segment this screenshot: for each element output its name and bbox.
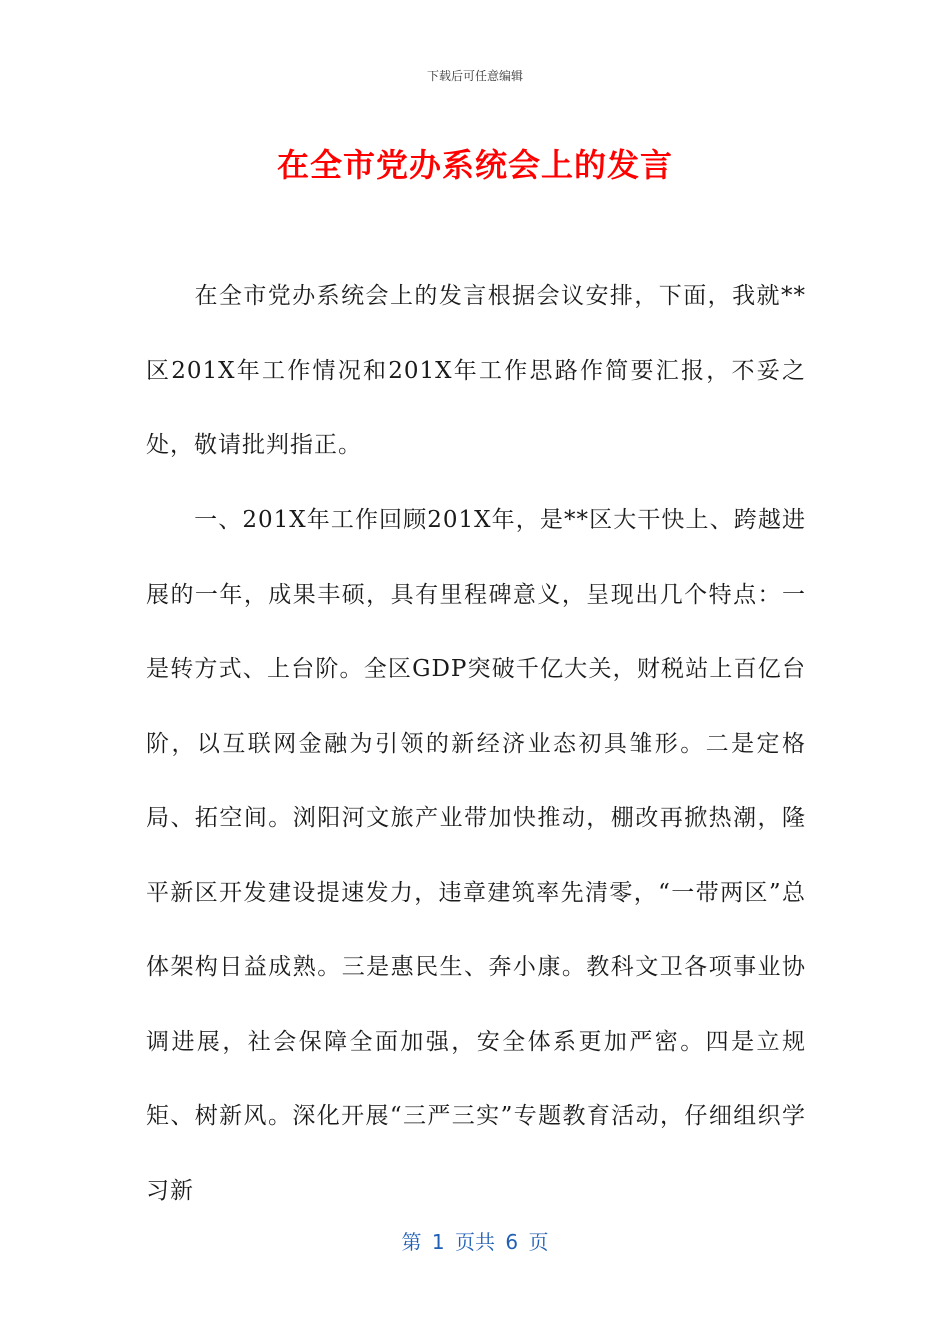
paragraph-1 — [146, 259, 806, 483]
current-page-number: 1 — [431, 1230, 445, 1254]
page-label-suffix: 页 — [528, 1230, 549, 1254]
paragraph-1-text: 在全市党办系统会上的发言根据会议安排，下面，我就**区201X年工作情况和201X年工作思路作简要汇报，不妥之处，敬请批判指正。 — [146, 283, 806, 458]
document-title: 在全市党办系统会上的发言 — [276, 146, 673, 184]
page-footer — [0, 1226, 950, 1255]
paragraph-2 — [146, 483, 806, 1228]
paragraph-2-text: 一、201X年工作回顾201X年，是**区大干快上、跨越进展的一年，成果丰硕，具有里程碑意义，呈现出几个特点：一是转方式、上台阶。全区GDP突破千亿大关，财税站上百亿台阶，以互联网金融为引领的新经济业态初具雏形。二是定格局、拓空间。浏阳河文旅产业带加快推动，棚改再掀热潮，隆平新区开发建设提速发力，违章建筑率先清零，“一带两区”总体架构日益成熟。三是惠民生、奔小康。教科文卫各项事业协调进展，社会保障全面加强，安全体系更加严密。四是立规矩、树新风。深化开展“三严三实”专题教育活动，仔细组织学习新 — [146, 507, 806, 1204]
page-label-middle: 页共 — [455, 1230, 495, 1254]
page-label-prefix: 第 — [401, 1230, 422, 1254]
header-note: 下载后可任意编辑 — [426, 69, 523, 83]
total-pages-number: 6 — [505, 1230, 519, 1254]
